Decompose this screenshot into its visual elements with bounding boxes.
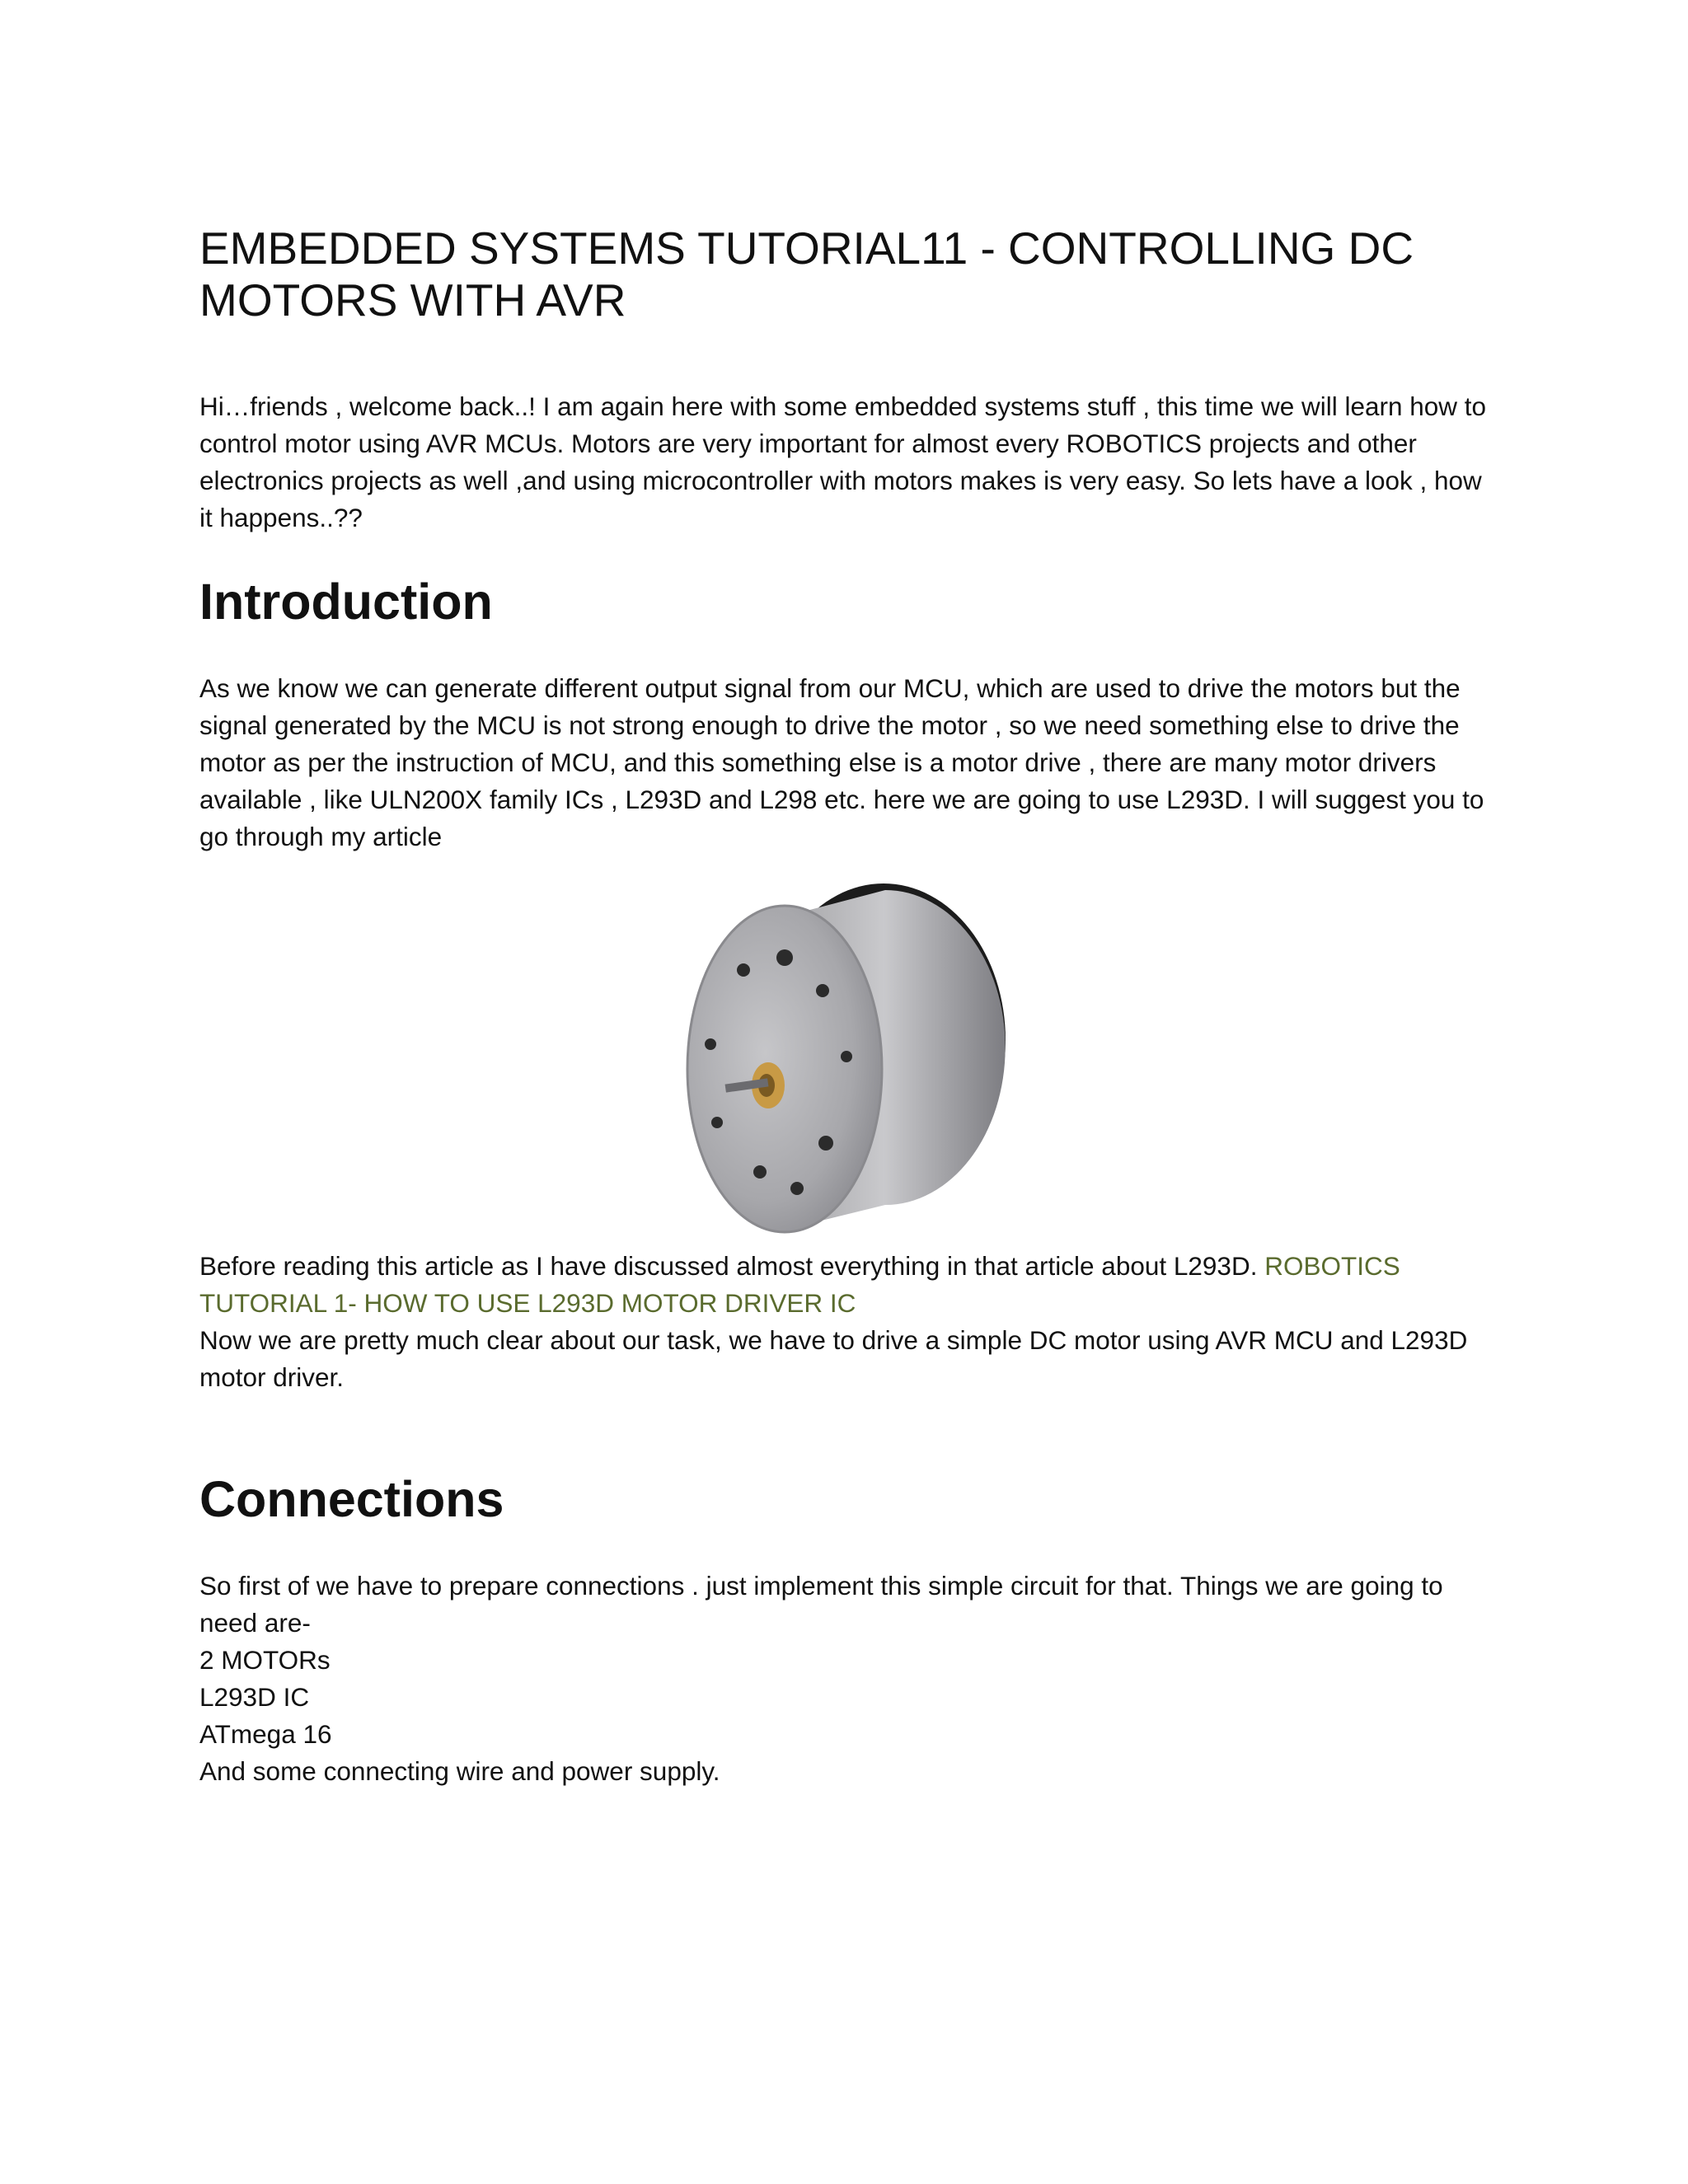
list-item: L293D IC xyxy=(199,1682,310,1712)
connections-list xyxy=(199,1642,1502,1790)
introduction-paragraph: As we know we can generate different output signal from our MCU, which are used to drive the motors but the signal generated by the MCU is not strong enough to drive the motor , so we need something else to drive the motor as per the instruction of MCU, and this something else is a motor drive , there are many motor drivers available , like ULN200X family ICs , L293D and L298 etc. here we are going to use L293D. I will suggest you to go through my article xyxy=(199,673,1484,851)
list-item: ATmega 16 xyxy=(199,1719,332,1749)
title-line-2: MOTORS WITH AVR xyxy=(199,274,626,326)
robotics-tutorial-link[interactable]: ROBOTICS TUTORIAL 1- HOW TO USE L293D MOTOR DRIVER IC xyxy=(199,1251,1400,1318)
intro-paragraph: Hi…friends , welcome back..! I am again here with some embedded systems stuff , this time we will learn how to control motor using AVR MCUs. Motors are very important for almost every ROBOTICS projects and other electronics projects as well ,and using microcontroller with motors makes is very easy. So lets have a look , how it happens..?? xyxy=(199,391,1487,532)
connections-heading: Connections xyxy=(199,1471,504,1527)
document-page xyxy=(199,223,1502,1790)
introduction-heading: Introduction xyxy=(199,574,493,630)
after-image-paragraph xyxy=(199,1248,1502,1322)
list-item: And some connecting wire and power supply. xyxy=(199,1756,720,1786)
motor-image-container xyxy=(199,867,1502,1238)
list-item: 2 MOTORs xyxy=(199,1645,331,1675)
after-image-text: Before reading this article as I have discussed almost everything in that article about L293D. xyxy=(199,1251,1265,1281)
dc-motor-image xyxy=(661,867,1040,1238)
connections-paragraph: So first of we have to prepare connections . just implement this simple circuit for that. Things we are going to need are- xyxy=(199,1571,1443,1638)
title-line-1: EMBEDDED SYSTEMS TUTORIAL11 - CONTROLLING DC xyxy=(199,223,1414,274)
page-title xyxy=(199,223,1502,326)
followup-paragraph: Now we are pretty much clear about our task, we have to drive a simple DC motor using AVR MCU and L293D motor driver. xyxy=(199,1325,1468,1392)
